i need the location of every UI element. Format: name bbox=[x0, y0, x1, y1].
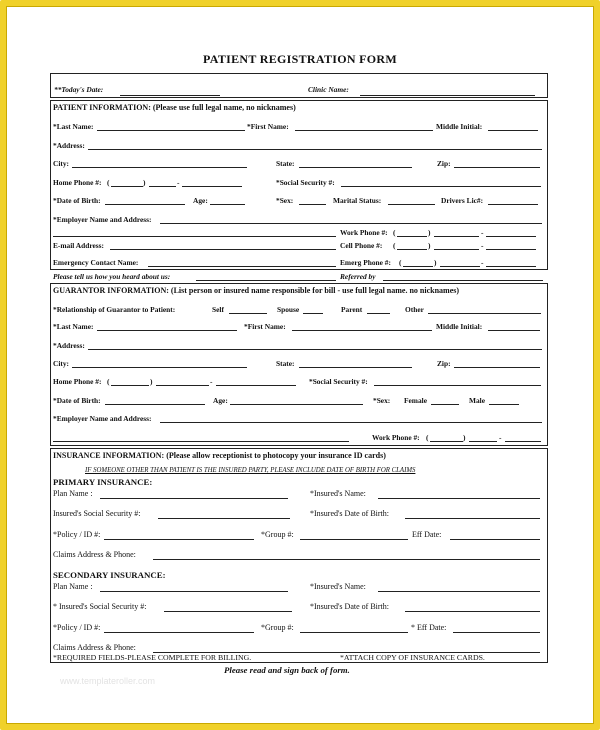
referred-by-field[interactable] bbox=[383, 280, 543, 281]
guarantor-other-label: Other bbox=[405, 305, 424, 314]
paren-close: ) bbox=[150, 377, 153, 386]
guarantor-employer-label: *Employer Name and Address: bbox=[53, 414, 152, 423]
primary-group-label: *Group #: bbox=[261, 530, 294, 539]
paren-open: ( bbox=[393, 228, 396, 237]
patient-emergency-field[interactable] bbox=[148, 266, 336, 267]
heard-about-field[interactable] bbox=[196, 280, 336, 281]
heard-about-label: Please tell us how you heard about us: bbox=[53, 272, 171, 281]
secondary-eff-date-label: * Eff Date: bbox=[411, 623, 447, 632]
patient-cell-phone-label: Cell Phone #: bbox=[340, 241, 383, 250]
guarantor-self-field[interactable] bbox=[229, 313, 267, 314]
paren-open: ( bbox=[107, 377, 110, 386]
guarantor-home-phone-area[interactable] bbox=[111, 385, 149, 386]
patient-cell-phone-number[interactable] bbox=[486, 249, 536, 250]
clinic-name-label: Clinic Name: bbox=[308, 85, 349, 94]
guarantor-ssn-field[interactable] bbox=[374, 385, 541, 386]
patient-marital-field[interactable] bbox=[388, 204, 435, 205]
guarantor-female-label: Female bbox=[404, 396, 427, 405]
guarantor-city-label: City: bbox=[53, 359, 70, 368]
patient-cell-phone-prefix[interactable] bbox=[434, 249, 479, 250]
secondary-plan-name-field[interactable] bbox=[100, 591, 288, 592]
phone-dash: - bbox=[499, 433, 502, 442]
guarantor-address-field[interactable] bbox=[88, 349, 542, 350]
form-title: PATIENT REGISTRATION FORM bbox=[203, 52, 397, 66]
primary-eff-date-label: Eff Date: bbox=[412, 530, 442, 539]
secondary-insureds-dob-label: *Insured's Date of Birth: bbox=[310, 602, 389, 611]
patient-work-phone-label: Work Phone #: bbox=[340, 228, 388, 237]
secondary-insurance-heading: SECONDARY INSURANCE: bbox=[53, 570, 166, 580]
paren-close: ) bbox=[428, 228, 431, 237]
primary-insureds-dob-label: *Insured's Date of Birth: bbox=[310, 509, 389, 518]
guarantor-relationship-label: *Relationship of Guarantor to Patient: bbox=[53, 305, 176, 314]
attach-cards-note: *ATTACH COPY OF INSURANCE CARDS. bbox=[340, 653, 485, 662]
guarantor-sex-label: *Sex: bbox=[373, 396, 391, 405]
todays-date-label: **Today's Date: bbox=[54, 85, 104, 94]
guarantor-last-name-label: *Last Name: bbox=[53, 322, 94, 331]
guarantor-section-title: GUARANTOR INFORMATION: (List person or insured name responsible for bill - use full legal name. no nicknames) bbox=[53, 286, 460, 295]
patient-marital-label: Marital Status: bbox=[333, 196, 382, 205]
patient-cell-phone-area[interactable] bbox=[397, 249, 427, 250]
patient-city-field[interactable] bbox=[72, 167, 247, 168]
patient-emerg-phone-area[interactable] bbox=[403, 266, 433, 267]
patient-home-phone-prefix[interactable] bbox=[149, 186, 176, 187]
phone-dash: - bbox=[177, 178, 180, 187]
secondary-insureds-name-label: *Insured's Name: bbox=[310, 582, 366, 591]
primary-insureds-ssn-label: Insured's Social Security #: bbox=[53, 509, 141, 518]
patient-employer-field-2[interactable] bbox=[53, 236, 336, 237]
guarantor-middle-initial-label: Middle Initial: bbox=[436, 322, 483, 331]
secondary-group-label: *Group #: bbox=[261, 623, 294, 632]
insurance-note: IF SOMEONE OTHER THAN PATIENT IS THE INSURED PARTY, PLEASE INCLUDE DATE OF BIRTH FOR CLAIMS bbox=[85, 467, 416, 474]
sign-back-note: Please read and sign back of form. bbox=[224, 665, 350, 675]
patient-age-label: Age: bbox=[193, 196, 208, 205]
patient-middle-initial-label: Middle Initial: bbox=[436, 122, 483, 131]
guarantor-self-label: Self bbox=[212, 305, 224, 314]
phone-dash: - bbox=[481, 241, 484, 250]
guarantor-female-field[interactable] bbox=[431, 404, 459, 405]
guarantor-zip-field[interactable] bbox=[454, 367, 540, 368]
watermark: www.templateroller.com bbox=[60, 676, 156, 686]
patient-work-phone-prefix[interactable] bbox=[434, 236, 479, 237]
patient-section-title: PATIENT INFORMATION: (Please use full legal name, no nicknames) bbox=[53, 103, 296, 112]
primary-insureds-name-label: *Insured's Name: bbox=[310, 489, 366, 498]
guarantor-employer-field-2[interactable] bbox=[53, 441, 349, 442]
secondary-plan-name-label: Plan Name : bbox=[53, 582, 93, 591]
clinic-name-field[interactable] bbox=[360, 95, 535, 96]
paren-close: ) bbox=[143, 178, 146, 187]
guarantor-age-label: Age: bbox=[213, 396, 228, 405]
patient-ssn-field[interactable] bbox=[341, 186, 541, 187]
secondary-policy-field[interactable] bbox=[104, 632, 254, 633]
patient-home-phone-number[interactable] bbox=[182, 186, 242, 187]
guarantor-employer-field[interactable] bbox=[160, 422, 542, 423]
primary-claims-label: Claims Address & Phone: bbox=[53, 550, 136, 559]
phone-dash: - bbox=[210, 377, 213, 386]
primary-claims-field[interactable] bbox=[153, 559, 540, 560]
secondary-insureds-ssn-label: * Insured's Social Security #: bbox=[53, 602, 147, 611]
guarantor-other-field[interactable] bbox=[428, 313, 541, 314]
guarantor-home-phone-number[interactable] bbox=[216, 385, 296, 386]
guarantor-work-phone-prefix[interactable] bbox=[469, 441, 497, 442]
patient-employer-label: *Employer Name and Address: bbox=[53, 215, 152, 224]
guarantor-middle-initial-field[interactable] bbox=[488, 330, 540, 331]
todays-date-field[interactable] bbox=[120, 95, 220, 96]
primary-insureds-ssn-field[interactable] bbox=[158, 518, 290, 519]
guarantor-male-label: Male bbox=[469, 396, 486, 405]
guarantor-parent-label: Parent bbox=[341, 305, 363, 314]
secondary-insureds-name-field[interactable] bbox=[378, 591, 540, 592]
patient-last-name-field[interactable] bbox=[97, 130, 245, 131]
paren-close: ) bbox=[434, 258, 437, 267]
primary-plan-name-label: Plan Name : bbox=[53, 489, 93, 498]
patient-email-field[interactable] bbox=[110, 249, 336, 250]
patient-address-field[interactable] bbox=[88, 149, 542, 150]
paren-close: ) bbox=[428, 241, 431, 250]
guarantor-work-phone-area[interactable] bbox=[430, 441, 463, 442]
guarantor-work-phone-label: Work Phone #: bbox=[372, 433, 420, 442]
patient-age-field[interactable] bbox=[210, 204, 245, 205]
guarantor-home-phone-prefix[interactable] bbox=[156, 385, 209, 386]
primary-policy-field[interactable] bbox=[104, 539, 254, 540]
patient-emerg-phone-prefix[interactable] bbox=[440, 266, 480, 267]
required-fields-note: *REQUIRED FIELDS-PLEASE COMPLETE FOR BILLING. bbox=[53, 653, 252, 662]
patient-email-label: E-mail Address: bbox=[53, 241, 104, 250]
patient-employer-field[interactable] bbox=[160, 223, 542, 224]
patient-city-label: City: bbox=[53, 159, 70, 168]
patient-state-label: State: bbox=[276, 159, 295, 168]
primary-insurance-heading: PRIMARY INSURANCE: bbox=[53, 477, 153, 487]
patient-sex-field[interactable] bbox=[299, 204, 326, 205]
patient-dob-field[interactable] bbox=[105, 204, 185, 205]
phone-dash: - bbox=[481, 258, 484, 267]
primary-insureds-dob-field[interactable] bbox=[405, 518, 540, 519]
insurance-section-title: INSURANCE INFORMATION: (Please allow receptionist to photocopy your insurance ID cards) bbox=[53, 451, 386, 460]
secondary-insureds-dob-field[interactable] bbox=[405, 611, 540, 612]
guarantor-last-name-field[interactable] bbox=[97, 330, 237, 331]
patient-sex-label: *Sex: bbox=[276, 196, 294, 205]
guarantor-state-field[interactable] bbox=[299, 367, 412, 368]
guarantor-state-label: State: bbox=[276, 359, 295, 368]
secondary-claims-label: Claims Address & Phone: bbox=[53, 643, 136, 652]
patient-drivers-field[interactable] bbox=[488, 204, 538, 205]
paren-open: ( bbox=[426, 433, 429, 442]
primary-insureds-name-field[interactable] bbox=[378, 498, 540, 499]
guarantor-address-label: *Address: bbox=[53, 341, 85, 350]
guarantor-ssn-label: *Social Security #: bbox=[309, 377, 368, 386]
paren-open: ( bbox=[107, 178, 110, 187]
paren-open: ( bbox=[399, 258, 402, 267]
guarantor-dob-label: *Date of Birth: bbox=[53, 396, 101, 405]
primary-policy-label: *Policy / ID #: bbox=[53, 530, 101, 539]
guarantor-male-field[interactable] bbox=[489, 404, 519, 405]
patient-ssn-label: *Social Security #: bbox=[276, 178, 335, 187]
patient-zip-field[interactable] bbox=[454, 167, 540, 168]
guarantor-home-phone-label: Home Phone #: bbox=[53, 377, 102, 386]
guarantor-first-name-field[interactable] bbox=[292, 330, 432, 331]
guarantor-zip-label: Zip: bbox=[437, 359, 451, 368]
phone-dash: - bbox=[481, 228, 484, 237]
secondary-insureds-ssn-field[interactable] bbox=[164, 611, 292, 612]
referred-by-label: Referred by bbox=[340, 272, 376, 281]
patient-middle-initial-field[interactable] bbox=[488, 130, 538, 131]
patient-state-field[interactable] bbox=[299, 167, 412, 168]
guarantor-spouse-field[interactable] bbox=[303, 313, 323, 314]
primary-group-field[interactable] bbox=[300, 539, 408, 540]
paren-open: ( bbox=[393, 241, 396, 250]
patient-work-phone-number[interactable] bbox=[486, 236, 536, 237]
guarantor-work-phone-number[interactable] bbox=[505, 441, 541, 442]
secondary-eff-date-field[interactable] bbox=[453, 632, 540, 633]
secondary-policy-label: *Policy / ID #: bbox=[53, 623, 101, 632]
patient-zip-label: Zip: bbox=[437, 159, 451, 168]
primary-eff-date-field[interactable] bbox=[450, 539, 540, 540]
secondary-group-field[interactable] bbox=[300, 632, 408, 633]
guarantor-dob-field[interactable] bbox=[105, 404, 205, 405]
primary-plan-name-field[interactable] bbox=[100, 498, 288, 499]
patient-dob-label: *Date of Birth: bbox=[53, 196, 101, 205]
patient-first-name-field[interactable] bbox=[295, 130, 433, 131]
patient-emergency-label: Emergency Contact Name: bbox=[53, 258, 139, 267]
patient-address-label: *Address: bbox=[53, 141, 85, 150]
patient-home-phone-area[interactable] bbox=[111, 186, 143, 187]
patient-emerg-phone-label: Emerg Phone #: bbox=[340, 258, 391, 267]
paren-close: ) bbox=[463, 433, 466, 442]
patient-last-name-label: *Last Name: bbox=[53, 122, 94, 131]
patient-home-phone-label: Home Phone #: bbox=[53, 178, 102, 187]
patient-first-name-label: *First Name: bbox=[247, 122, 289, 131]
guarantor-city-field[interactable] bbox=[72, 367, 247, 368]
patient-work-phone-area[interactable] bbox=[397, 236, 427, 237]
guarantor-age-field[interactable] bbox=[230, 404, 363, 405]
guarantor-first-name-label: *First Name: bbox=[244, 322, 286, 331]
patient-emerg-phone-number[interactable] bbox=[486, 266, 536, 267]
patient-drivers-label: Drivers Lic#: bbox=[441, 196, 484, 205]
guarantor-spouse-label: Spouse bbox=[277, 305, 300, 314]
guarantor-parent-field[interactable] bbox=[367, 313, 390, 314]
